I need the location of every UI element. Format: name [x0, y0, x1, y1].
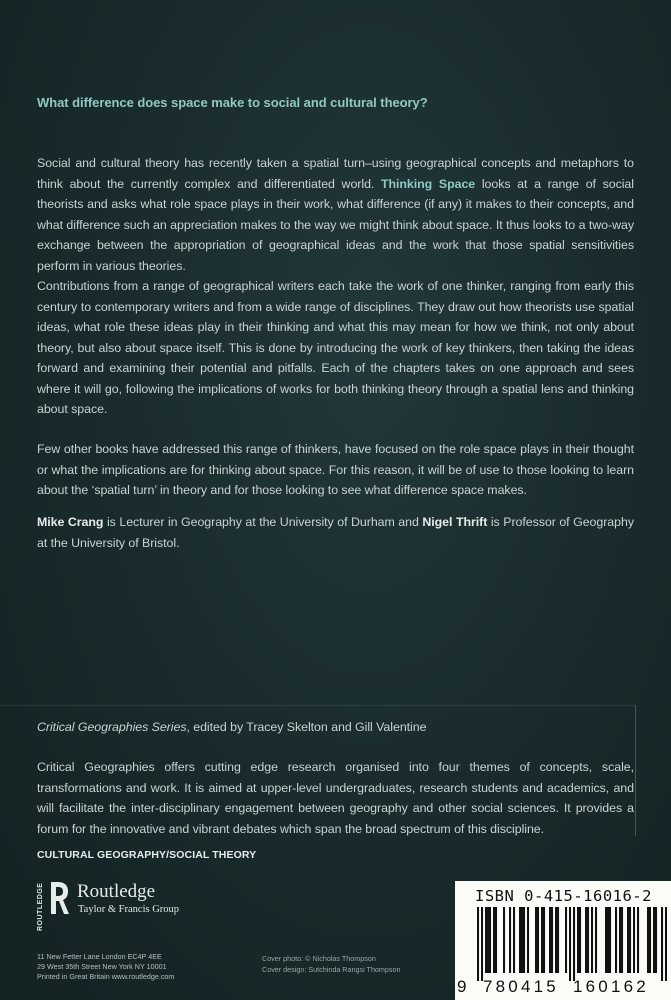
author-text-1: is Lecturer in Geography at the University of Durham and [103, 515, 423, 529]
barcode-bar [557, 907, 559, 973]
barcode-bar [579, 907, 581, 973]
description-paragraph-2: Contributions from a range of geographical writers each take the work of one thinker, ranging from early this century to contemporary writers and from a wide range of disciplines. They draw out how theorists use spatial ideas, what role these ideas play in their thinking and what this may mean for how we think, not only about theory, but also about space itself. This is done by introducing the work of key thinkers, then taking the ideas forward and examining their potential and pitfalls. Each of the chapters takes on one approach and sees where it will go, following the implications of works for both thinking theory through a spatial lens and thinking about space. [37, 279, 634, 416]
barcode-bar [527, 907, 529, 973]
publisher-name: Routledge [77, 881, 156, 902]
barcode-bar [609, 907, 611, 973]
barcode-digits [455, 977, 671, 999]
barcode-bar [565, 907, 567, 973]
barcode-bar [509, 907, 511, 973]
barcode-bar [627, 907, 629, 973]
barcode-bar [605, 907, 607, 973]
series-editors: , edited by Tracey Skelton and Gill Valentine [186, 720, 427, 734]
description-paragraph-3: Few other books have addressed this range of thinkers, have focused on the role space plays in their thought or what the implications are for thinking about space. For this reason, it will be of use to those looking to learn about the ‘spatial turn’ in theory and for those looking to see what difference space makes. [37, 442, 634, 497]
description-paragraph-1 [37, 153, 634, 276]
publisher-group: Taylor & Francis Group [78, 904, 180, 915]
series-name: Critical Geographies Series [37, 720, 187, 734]
publisher-address-line: Printed in Great Britain www.routledge.com [37, 972, 175, 981]
publisher-address-line: 11 New Fetter Lane London EC4P 4EE [37, 952, 162, 961]
isbn-barcode-box [455, 881, 671, 1000]
barcode-bar [653, 907, 655, 973]
barcode-bar [523, 907, 525, 973]
barcode-bar [629, 907, 631, 973]
barcode-bar [489, 907, 491, 973]
barcode-bar [535, 907, 537, 973]
book-title: Thinking Space [380, 176, 476, 191]
isbn-label: ISBN 0-415-16016-2 [475, 887, 652, 905]
barcode-bar [549, 907, 551, 973]
barcode-digits-left: 780415 [483, 977, 559, 996]
author-text-2: is Professor of Geography at the University of Bristol. [37, 515, 634, 550]
subject-category: CULTURAL GEOGRAPHY/SOCIAL THEORY [37, 849, 257, 861]
barcode-digits-right: 160162 [573, 977, 649, 996]
series-title [37, 717, 634, 738]
barcode-bar [573, 907, 575, 981]
barcode-bar [577, 907, 579, 973]
barcode-bar [655, 907, 657, 973]
para1-before: Social and cultural theory has recently taken a spatial turn–using geographical concepts and metaphors to think about the currently complex and differentiated world. [37, 156, 634, 191]
barcode-bar [615, 907, 617, 973]
barcode-bar [585, 907, 587, 973]
author-name-2: Nigel Thrift [422, 515, 488, 529]
barcode-bar [487, 907, 489, 973]
cover-photo-credit: Cover photo: © Nicholas Thompson [262, 954, 376, 963]
barcode-bar [495, 907, 497, 973]
barcode-bar [519, 907, 521, 973]
barcode-digit-first: 9 [457, 977, 467, 996]
publisher-address-line: 29 West 35th Street New York NY 10001 [37, 962, 167, 971]
barcode-bar [493, 907, 495, 973]
barcode-bar [485, 907, 487, 973]
barcode-bar [633, 907, 635, 973]
routledge-r-logo-icon [48, 880, 70, 916]
para1-after: looks at a range of social theorists and asks what role space plays in their work, what difference (if any) it makes to their concepts, and what difference such an appreciation makes to the way we might think about space. It thus looks to a two-way exchange between the appropriation of geographical ideas and the work that those spatial sensitivities perform in various theories. [37, 176, 634, 273]
barcode-bar [513, 907, 515, 973]
barcode-bar [537, 907, 539, 973]
series-description: Critical Geographies offers cutting edge research organised into four themes of concepts, scale, transformations and work. It is aimed at upper-level undergraduates, research students and academics, and will facilitate the inter-disciplinary engagement between geography and other social sciences. It provides a forum for the innovative and vibrant debates which span the broad spectrum of this discipline. [37, 760, 634, 836]
barcode-bar [555, 907, 557, 973]
barcode-bar [621, 907, 623, 973]
barcode-bar [591, 907, 593, 973]
publisher-logo [37, 880, 237, 940]
publisher-vertical-name: ROUTLEDGE [37, 882, 44, 932]
barcode-bar [503, 907, 505, 973]
barcode-bar [607, 907, 609, 973]
barcode-bar [661, 907, 663, 981]
barcode-bar [521, 907, 523, 973]
barcode-bar [569, 907, 571, 981]
barcode-bar [665, 907, 667, 981]
barcode-bar [637, 907, 639, 973]
back-cover-question: What difference does space make to social and cultural theory? [37, 95, 428, 110]
barcode-bar [481, 907, 483, 981]
barcode-bar [551, 907, 553, 973]
barcode-bar [587, 907, 589, 973]
author-bio [37, 512, 634, 553]
barcode-bar [619, 907, 621, 973]
author-name-1: Mike Crang [37, 515, 104, 529]
barcode-bar [649, 907, 651, 973]
barcode-bar [541, 907, 543, 973]
barcode-bar [595, 907, 597, 973]
barcode-icon [463, 907, 667, 981]
barcode-bar [477, 907, 479, 981]
cover-design-credit: Cover design: Sutchinda Rangsi Thompson [262, 965, 401, 974]
barcode-bar [543, 907, 545, 973]
barcode-bar [647, 907, 649, 973]
